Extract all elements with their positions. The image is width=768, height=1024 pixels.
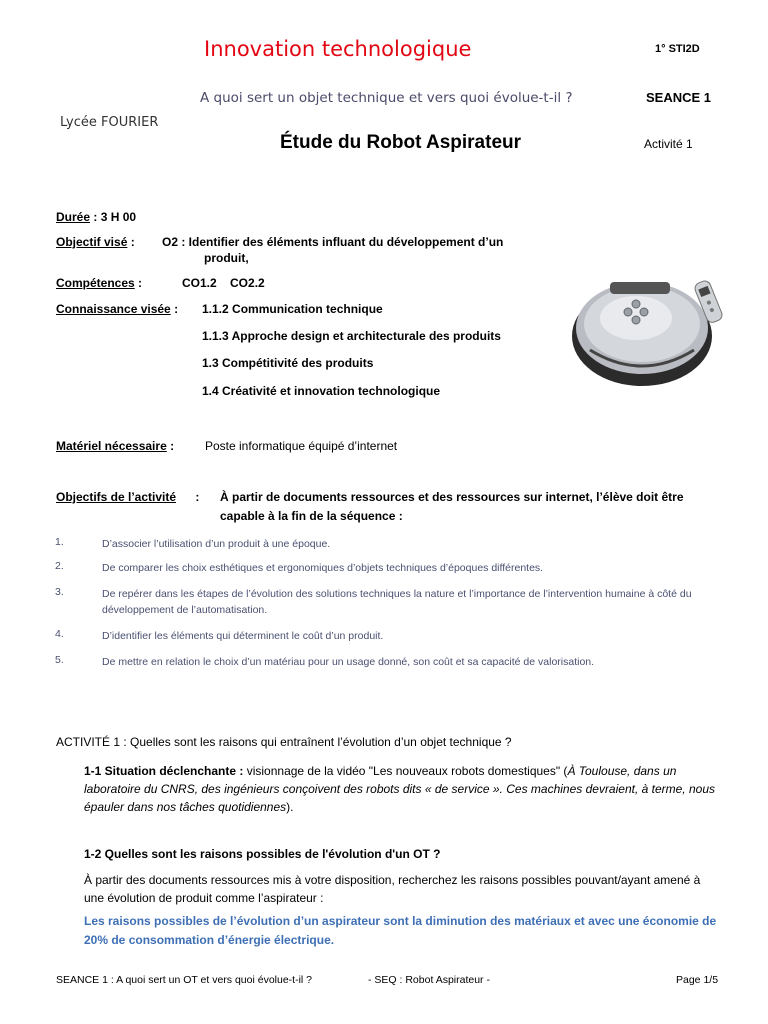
subtitle: A quoi sert un objet technique et vers quoi évolue-t-il ? xyxy=(200,90,573,106)
footer-left: SEANCE 1 : A quoi sert un OT et vers quoi évolue-t-il ? xyxy=(56,974,313,986)
section-1-1-end: ). xyxy=(286,800,294,814)
duree-row xyxy=(56,210,136,224)
objectifs-sep: : xyxy=(195,490,200,504)
activity-label: Activité 1 xyxy=(644,137,693,151)
objectif-label: Objectif visé xyxy=(56,235,128,249)
connaissance-row xyxy=(56,302,178,316)
duree-label: Durée xyxy=(56,210,91,224)
objectifs-row xyxy=(56,490,199,504)
connaissance-sep: : xyxy=(174,302,179,316)
objectifs-value-cont: capable à la fin de la séquence : xyxy=(220,509,403,523)
footer-page: Page 1/5 xyxy=(676,974,719,986)
section-1-1-text: visionnage de la vidéo "Les nouveaux robots domestiques" ( xyxy=(243,764,568,778)
objectif-sep: : xyxy=(130,235,135,249)
materiel-label: Matériel nécessaire xyxy=(56,439,167,453)
objectifs-value: À partir de documents ressources et des ressources sur internet, l’élève doit être xyxy=(220,490,684,504)
page-title: Étude du Robot Aspirateur xyxy=(280,132,522,153)
section-1-1-label: 1-1 Situation déclenchante : xyxy=(84,764,244,778)
connaissance-item: 1.4 Créativité et innovation technologique xyxy=(202,384,441,398)
connaissance-label: Connaissance visée xyxy=(56,302,171,316)
objectif-row xyxy=(56,235,135,249)
materiel-value: Poste informatique équipé d’internet xyxy=(205,439,398,453)
competences-label: Compétences xyxy=(56,276,135,290)
objectif-value: O2 : Identifier des éléments influant du développement d’un xyxy=(162,235,504,249)
activity-heading: ACTIVITÉ 1 : Quelles sont les raisons qui entraînent l’évolution d’un objet technique ? xyxy=(56,735,512,749)
section-1-2-text: À partir des documents ressources mis à votre disposition, recherchez les raisons possibles pouvant/ayant amené à une évolution de produit comme l’aspirateur : xyxy=(84,873,701,905)
materiel-sep: : xyxy=(170,439,175,453)
section-1-2-answer: Les raisons possibles de l’évolution d’un aspirateur sont la diminution des matériaux et avec une économie de 20% de consommation d’énergie électrique. xyxy=(84,914,717,947)
section-1-1-quote: À Toulouse, dans un laboratoire du CNRS, des ingénieurs conçoivent des robots dits « de service ». Ces machines devraient, à terme, nous épauler dans nos tâches quotidiennes xyxy=(84,764,715,814)
connaissance-item: 1.1.3 Approche design et architecturale des produits xyxy=(202,329,501,343)
duree-value: : 3 H 00 xyxy=(93,210,137,224)
connaissance-item: 1.1.2 Communication technique xyxy=(202,302,383,316)
robot-vacuum-image xyxy=(570,270,730,390)
school-name: Lycée FOURIER xyxy=(60,115,159,130)
session-label: SEANCE 1 xyxy=(646,90,712,105)
section-1-2-heading: 1-2 Quelles sont les raisons possibles de l'évolution d'un OT ? xyxy=(84,847,441,861)
class-label: 1° STI2D xyxy=(655,43,700,55)
competences-value: CO1.2 CO2.2 xyxy=(182,276,265,290)
materiel-row xyxy=(56,439,174,453)
objectif-value-cont: produit, xyxy=(204,251,249,265)
objectifs-label: Objectifs de l’activité xyxy=(56,490,177,504)
section-1-1 xyxy=(84,762,724,816)
footer-center: - SEQ : Robot Aspirateur - xyxy=(368,974,490,986)
course-title: Innovation technologique xyxy=(204,37,472,61)
competences-sep: : xyxy=(138,276,143,290)
competences-row xyxy=(56,276,142,290)
connaissance-item: 1.3 Compétitivité des produits xyxy=(202,356,374,370)
